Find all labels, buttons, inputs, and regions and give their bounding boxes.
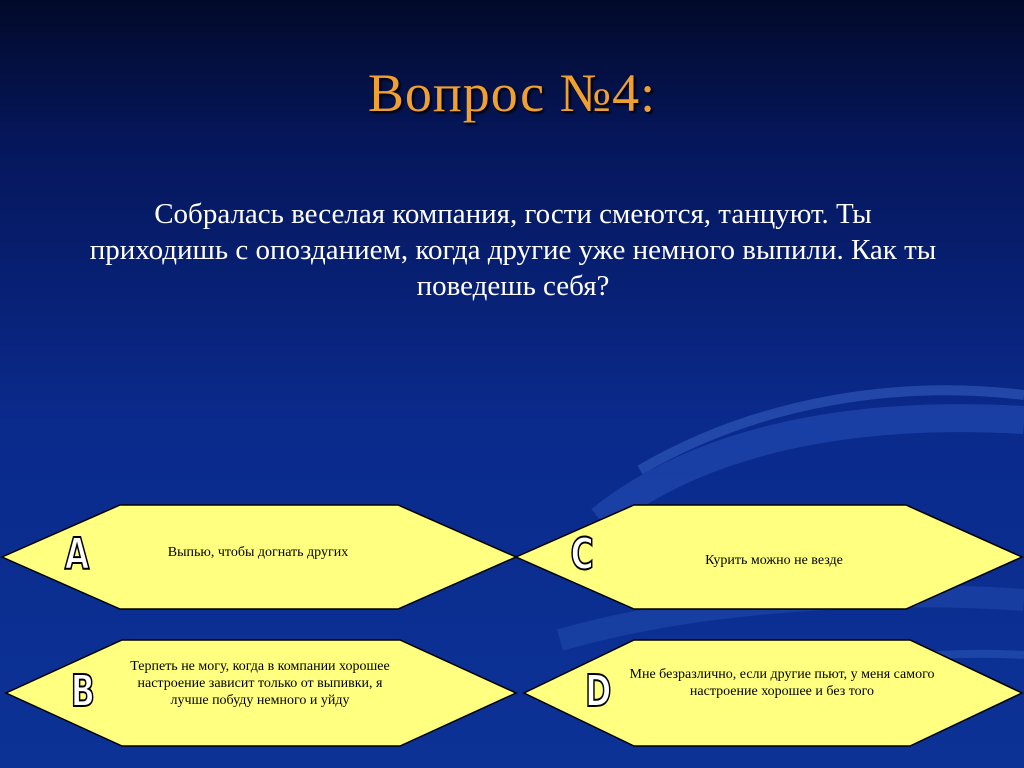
slide-title: Вопрос №4: — [367, 63, 657, 123]
answer-text: Терпеть не могу, когда в компании хорошее настроение зависит только от выпивки, я лучше побуду немного и уйду — [130, 659, 390, 708]
answer-text: Выпью, чтобы догнать других — [167, 545, 349, 560]
answer-text: Курить можно не везде — [705, 553, 843, 568]
answer-c[interactable] — [514, 503, 1024, 611]
answer-b[interactable] — [4, 638, 518, 748]
answer-text: Мне безразлично, если другие пьют, у меня самого настроение хорошее и без того — [629, 667, 935, 699]
answer-letter: C — [570, 529, 594, 580]
answer-letter: D — [585, 666, 612, 717]
answer-a[interactable] — [0, 503, 518, 611]
answer-letter: A — [64, 529, 90, 580]
question-text: Собралась веселая компания, гости смеются, танцуют. Ты приходишь с опозданием, когда другие уже немного выпили. Как ты поведешь себя? — [89, 198, 937, 302]
answer-letter: B — [70, 666, 95, 717]
answer-d[interactable] — [522, 638, 1024, 748]
